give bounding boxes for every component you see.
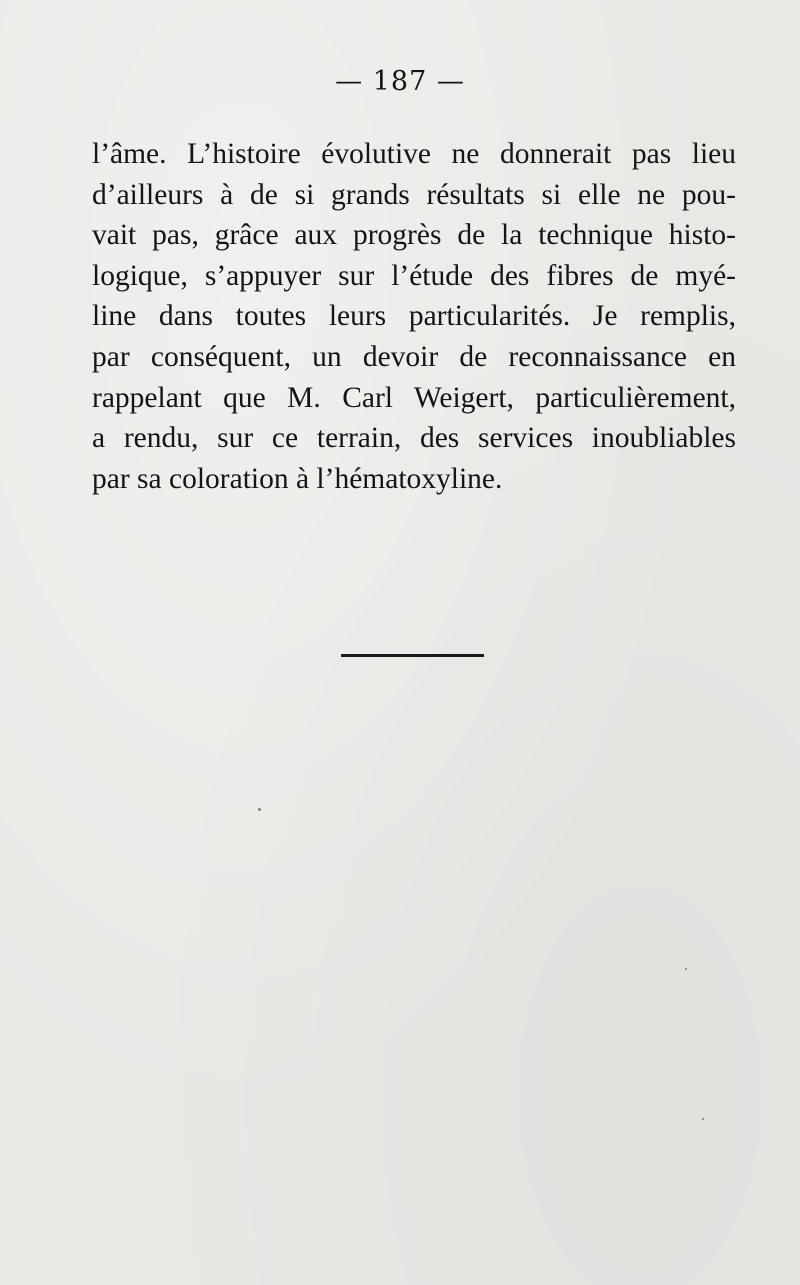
- text-line: rappelant que M. Carl Weigert, particulièrement,: [92, 381, 736, 414]
- text-line: d’ailleurs à de si grands résultats si elle ne pou-: [92, 178, 736, 211]
- end-of-chapter-rule: [341, 654, 484, 657]
- text-line: vait pas, grâce aux progrès de la technique histo-: [92, 219, 736, 252]
- print-speck: [685, 968, 687, 970]
- text-line: l’âme. L’histoire évolutive ne donnerait pas lieu: [92, 138, 736, 170]
- text-line: logique, s’appuyer sur l’étude des fibres de myé-: [92, 259, 736, 292]
- text-line: line dans toutes leurs particularités. Je remplis,: [92, 300, 736, 333]
- page-number: — 187 —: [335, 66, 465, 97]
- text-line: a rendu, sur ce terrain, des services inoubliables: [92, 422, 736, 455]
- print-speck: [702, 1118, 704, 1120]
- body-paragraph: [92, 134, 736, 499]
- text-line: par sa coloration à l’hématoxyline.: [92, 462, 503, 495]
- print-speck: [258, 808, 261, 811]
- text-line: par conséquent, un devoir de reconnaissance en: [92, 340, 736, 373]
